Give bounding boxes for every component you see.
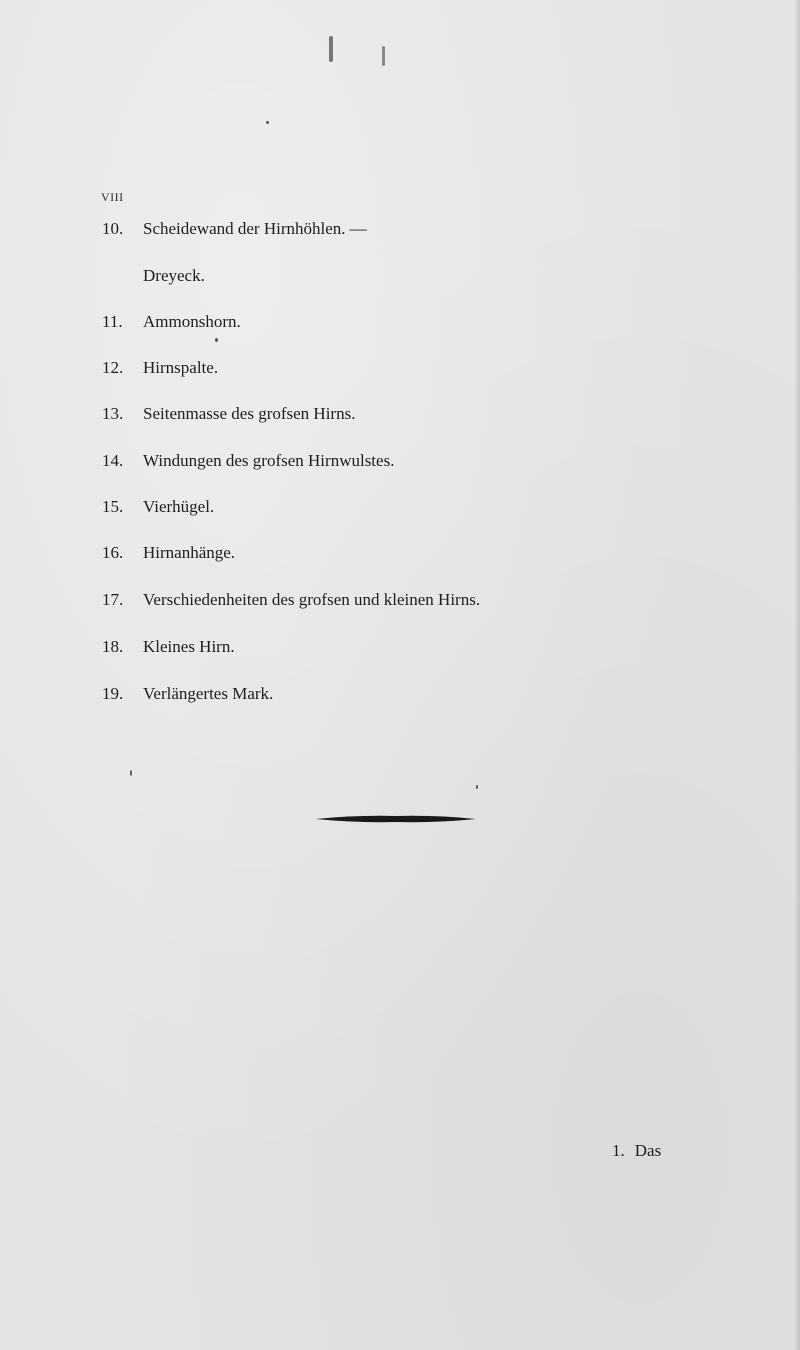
toc-entry-number: 11.: [102, 312, 123, 331]
toc-entry-title: Ammonshorn.: [143, 312, 241, 331]
toc-entry-title: Hirnanhänge.: [143, 543, 236, 562]
toc-entry-number: 14.: [102, 451, 124, 470]
scan-speck: [382, 46, 385, 66]
toc-entry-number: 15.: [102, 497, 124, 516]
catchword-text: Das: [634, 1141, 662, 1160]
scan-speck: [476, 785, 478, 789]
ornamental-rule: [316, 812, 476, 826]
toc-entry-title: Dreyeck.: [143, 266, 205, 285]
toc-entry-number: 12.: [102, 358, 124, 377]
toc-entry-number: 10.: [102, 219, 124, 238]
toc-entry-title: Hirnspalte.: [143, 358, 219, 377]
toc-entry-title: Seitenmasse des grofsen Hirns.: [143, 404, 356, 423]
toc-entry-number: 13.: [102, 404, 124, 423]
toc-entry-title: Vierhügel.: [143, 497, 215, 516]
toc-entry-title: Verschiedenheiten des grofsen und kleinen Hirns.: [143, 590, 481, 609]
toc-entry-title: Scheidewand der Hirnhöhlen. —: [143, 219, 367, 238]
scan-speck: [329, 36, 333, 62]
toc-entry-title: Verlängertes Mark.: [143, 684, 274, 703]
scan-speck: [130, 770, 132, 776]
scan-speck: [266, 121, 269, 124]
toc-entry-number: 17.: [102, 590, 124, 609]
toc-entry-number: 16.: [102, 543, 124, 562]
toc-entry-title: Kleines Hirn.: [143, 637, 235, 656]
page-number: VIII: [101, 190, 124, 204]
catchword: [612, 1139, 661, 1163]
page-edge-shadow: [794, 0, 800, 1350]
toc-entry-number: 18.: [102, 637, 124, 656]
scan-speck: [215, 338, 218, 342]
toc-entry-title: Windungen des grofsen Hirnwulstes.: [143, 451, 395, 470]
toc-entry-number: 19.: [102, 684, 124, 703]
catchword-number: 1.: [612, 1141, 625, 1160]
